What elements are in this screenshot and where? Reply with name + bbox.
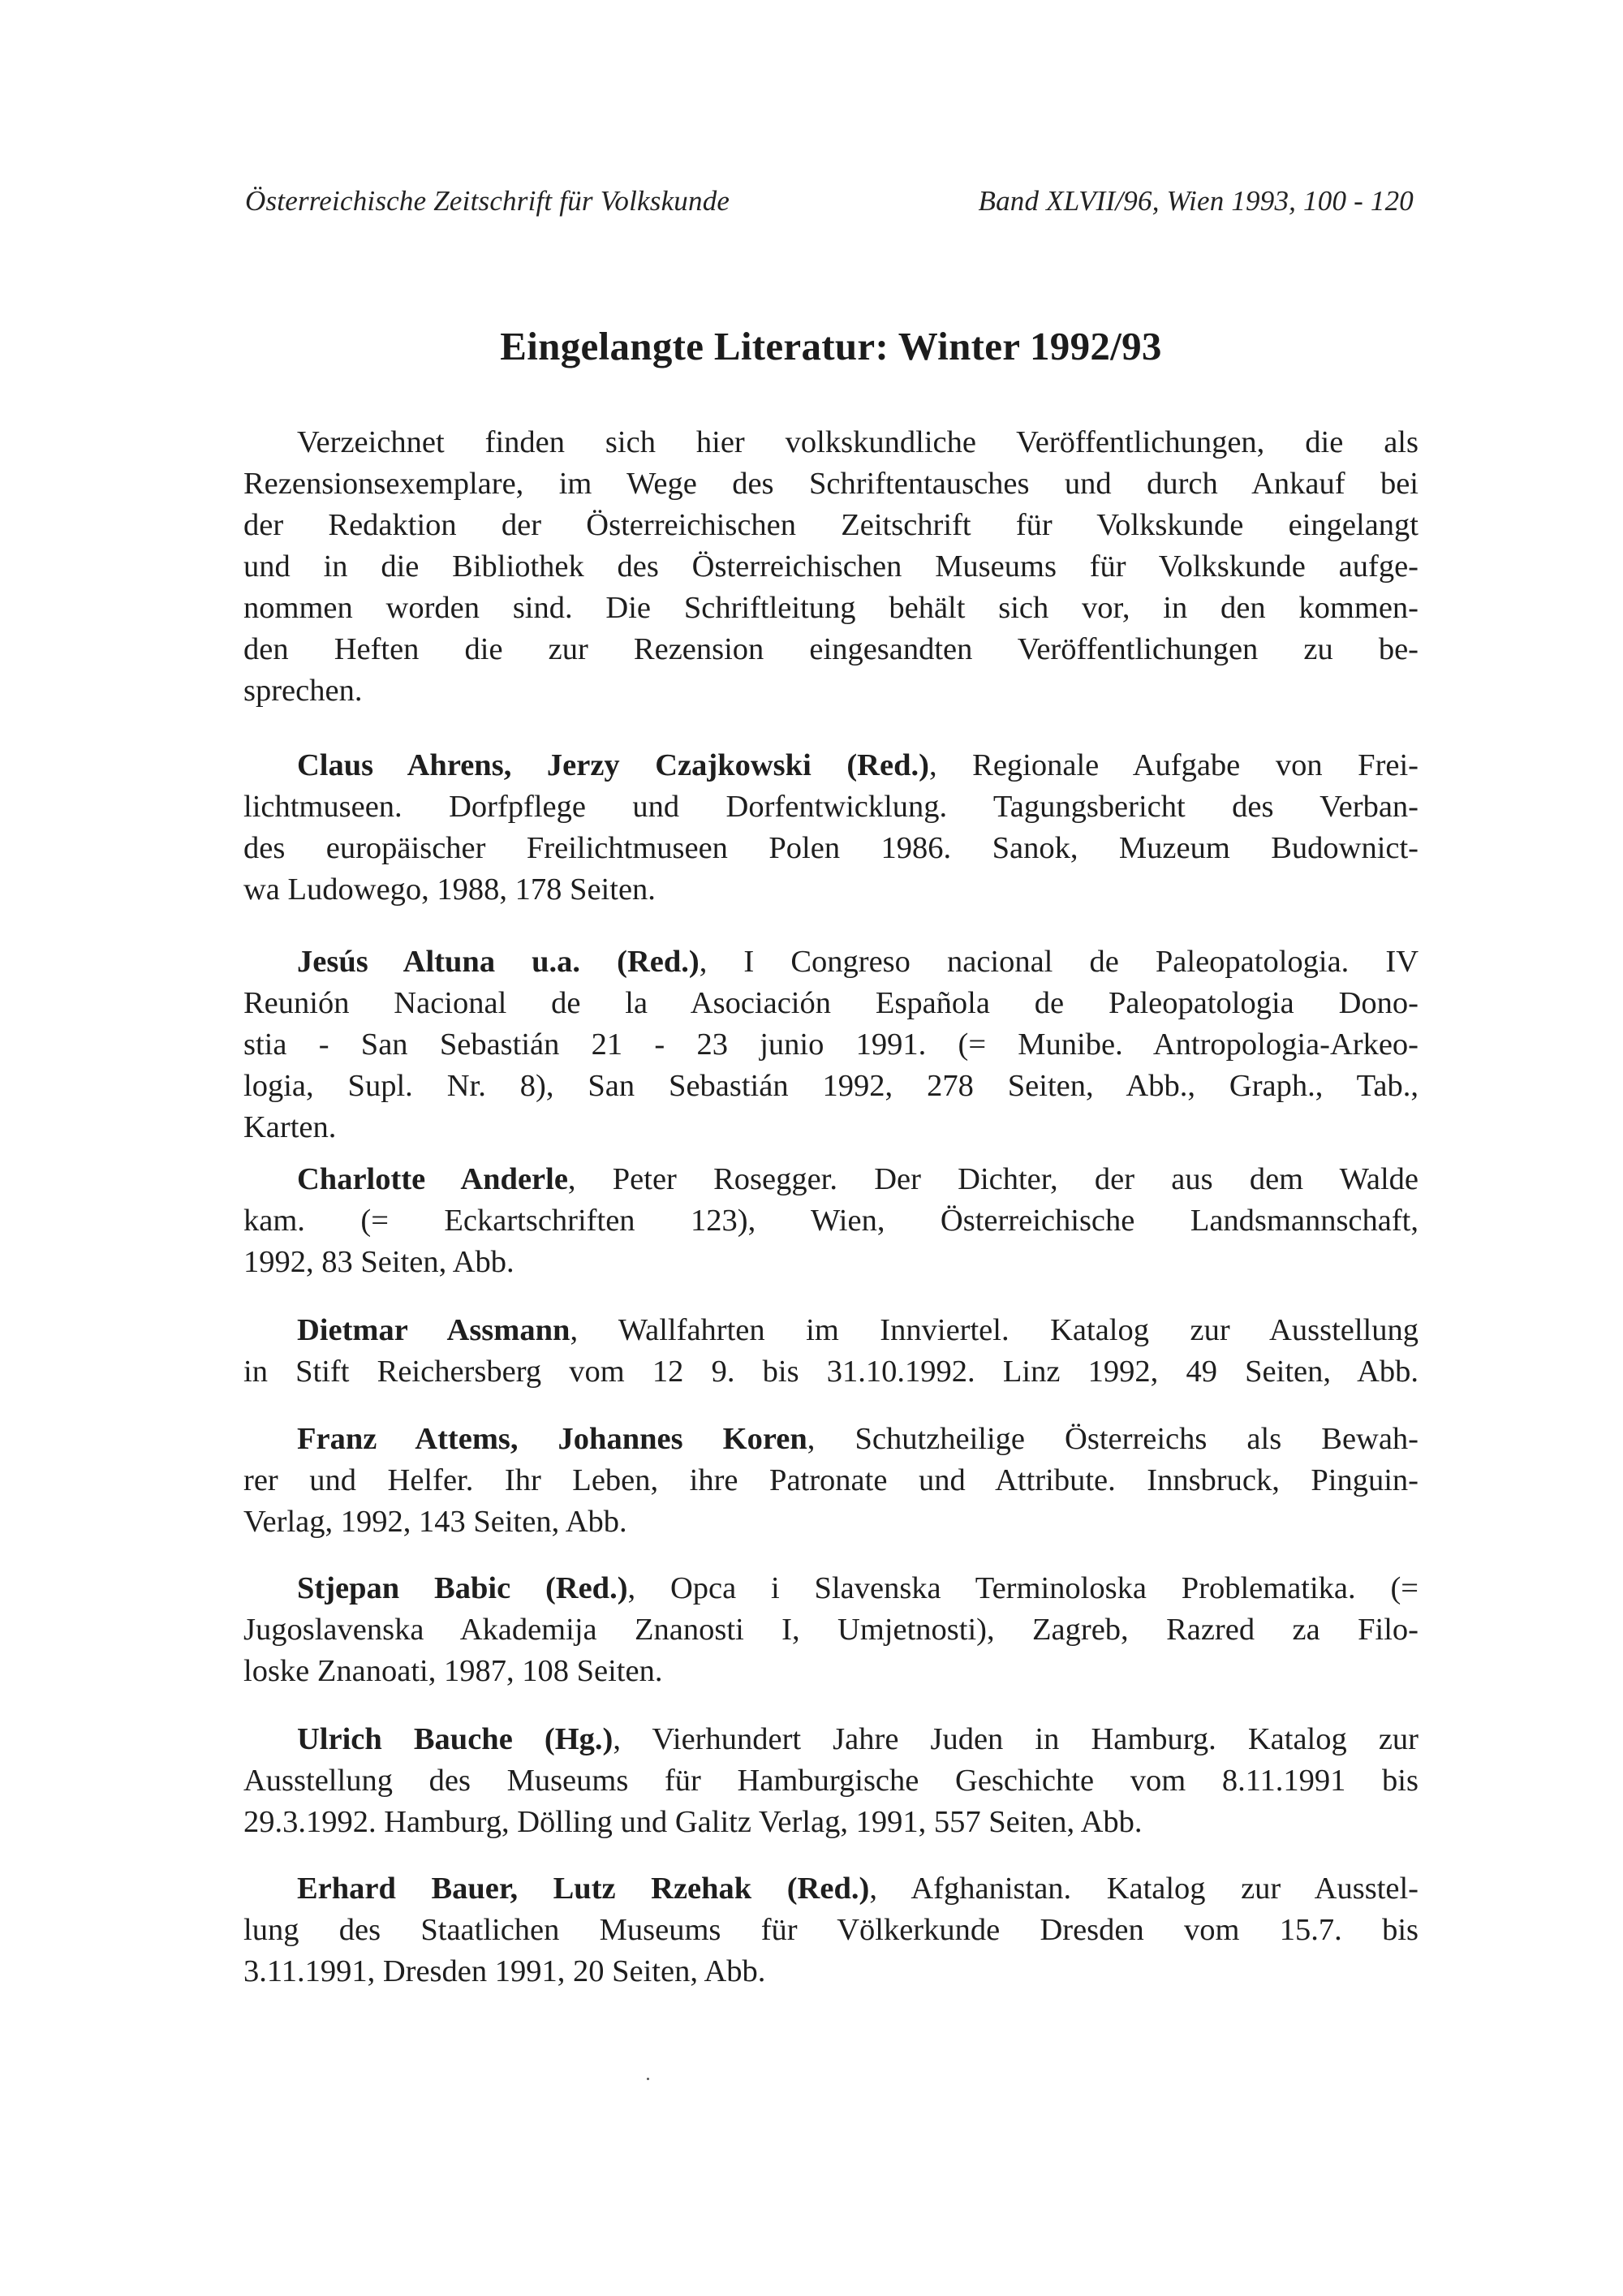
entry-text: , Peter Rosegger. Der Dichter, der aus dem Walde bbox=[567, 1162, 1419, 1196]
entry-text: , Opca i Slavenska Terminoloska Problematika. (= bbox=[627, 1571, 1419, 1605]
entry-line: Verlag, 1992, 143 Seiten, Abb. bbox=[243, 1505, 627, 1539]
entry-line: wa Ludowego, 1988, 178 Seiten. bbox=[243, 872, 656, 907]
intro-line: und in die Bibliothek des Österreichischen Museums für Volkskunde aufge- bbox=[243, 549, 1419, 584]
entry-text: , Regionale Aufgabe von Frei- bbox=[928, 748, 1419, 782]
entry-line: lichtmuseen. Dorfpflege und Dorfentwicklung. Tagungsbericht des Verban- bbox=[243, 790, 1419, 824]
entry-line: Karten. bbox=[243, 1110, 337, 1144]
intro-line: nommen worden sind. Die Schriftleitung behält sich vor, in den kommen- bbox=[243, 591, 1419, 625]
intro-paragraph bbox=[243, 422, 1419, 712]
journal-name: Österreichische Zeitschrift für Volkskunde bbox=[245, 185, 730, 217]
entry-line: 29.3.1992. Hamburg, Dölling und Galitz Verlag, 1991, 557 Seiten, Abb. bbox=[243, 1805, 1143, 1839]
entry-author: Jesús Altuna u.a. (Red.) bbox=[297, 945, 700, 979]
entry-line: loske Znanoati, 1987, 108 Seiten. bbox=[243, 1654, 663, 1688]
scan-speck bbox=[647, 2078, 649, 2080]
entry-author: Claus Ahrens, Jerzy Czajkowski (Red.) bbox=[297, 748, 929, 782]
intro-line: der Redaktion der Österreichischen Zeitschrift für Volkskunde eingelangt bbox=[243, 508, 1419, 542]
entry-text: , Vierhundert Jahre Juden in Hamburg. Katalog zur bbox=[613, 1722, 1419, 1756]
entry-line: kam. (= Eckartschriften 123), Wien, Österreichische Landsmannschaft, bbox=[243, 1204, 1419, 1238]
volume-info: Band XLVII/96, Wien 1993, 100 - 120 bbox=[978, 185, 1414, 217]
page-title: Eingelangte Literatur: Winter 1992/93 bbox=[500, 324, 1162, 368]
entry-author: Dietmar Assmann bbox=[297, 1313, 570, 1347]
entry-text: , Schutzheilige Österreichs als Bewah- bbox=[807, 1422, 1419, 1456]
entry-line: lung des Staatlichen Museums für Völkerkunde Dresden vom 15.7. bis bbox=[243, 1913, 1419, 1947]
entry-author: Ulrich Bauche (Hg.) bbox=[297, 1722, 613, 1756]
entry-line: rer und Helfer. Ihr Leben, ihre Patronate und Attribute. Innsbruck, Pinguin- bbox=[243, 1463, 1419, 1497]
bibliography-entry bbox=[243, 1419, 1419, 1543]
bibliography-entry bbox=[243, 1868, 1419, 1992]
entry-text: , Wallfahrten im Innviertel. Katalog zur Ausstellung bbox=[570, 1313, 1419, 1347]
running-header bbox=[243, 185, 1419, 218]
entry-line: Ausstellung des Museums für Hamburgische Geschichte vom 8.11.1991 bis bbox=[243, 1764, 1419, 1798]
entry-author: Franz Attems, Johannes Koren bbox=[297, 1422, 807, 1456]
entry-line: logia, Supl. Nr. 8), San Sebastián 1992, 278 Seiten, Abb., Graph., Tab., bbox=[243, 1069, 1419, 1103]
entry-line: des europäischer Freilichtmuseen Polen 1986. Sanok, Muzeum Budownict- bbox=[243, 831, 1419, 865]
bibliography-entry bbox=[243, 1568, 1419, 1692]
entry-line: Reunión Nacional de la Asociación Española de Paleopatologia Dono- bbox=[243, 986, 1419, 1020]
entry-line: 3.11.1991, Dresden 1991, 20 Seiten, Abb. bbox=[243, 1954, 766, 1988]
entry-line: 1992, 83 Seiten, Abb. bbox=[243, 1245, 514, 1279]
entry-author: Stjepan Babic (Red.) bbox=[297, 1571, 628, 1605]
bibliography-entry bbox=[243, 1719, 1419, 1843]
bibliography-entry bbox=[243, 1159, 1419, 1283]
entry-line: in Stift Reichersberg vom 12 9. bis 31.10.1992. Linz 1992, 49 Seiten, Abb. bbox=[243, 1355, 1419, 1389]
intro-line: Rezensionsexemplare, im Wege des Schriftentausches und durch Ankauf bei bbox=[243, 467, 1419, 501]
entry-line: Jugoslavenska Akademija Znanosti I, Umjetnosti), Zagreb, Razred za Filo- bbox=[243, 1613, 1419, 1647]
bibliography-entry bbox=[243, 1310, 1419, 1393]
intro-line: sprechen. bbox=[243, 674, 363, 708]
entry-author: Charlotte Anderle bbox=[297, 1162, 568, 1196]
entry-text: , Afghanistan. Katalog zur Ausstel- bbox=[869, 1872, 1419, 1906]
entry-author: Erhard Bauer, Lutz Rzehak (Red.) bbox=[297, 1872, 870, 1906]
entry-line: stia - San Sebastián 21 - 23 junio 1991. (= Munibe. Antropologia-Arkeo- bbox=[243, 1027, 1419, 1062]
intro-line: den Heften die zur Rezension eingesandten Veröffentlichungen zu be- bbox=[243, 632, 1419, 666]
bibliography-entry bbox=[243, 941, 1419, 1148]
intro-line: Verzeichnet finden sich hier volkskundliche Veröffentlichungen, die als bbox=[297, 425, 1419, 459]
entry-text: , I Congreso nacional de Paleopatologia. IV bbox=[699, 945, 1419, 979]
bibliography-entry bbox=[243, 745, 1419, 911]
